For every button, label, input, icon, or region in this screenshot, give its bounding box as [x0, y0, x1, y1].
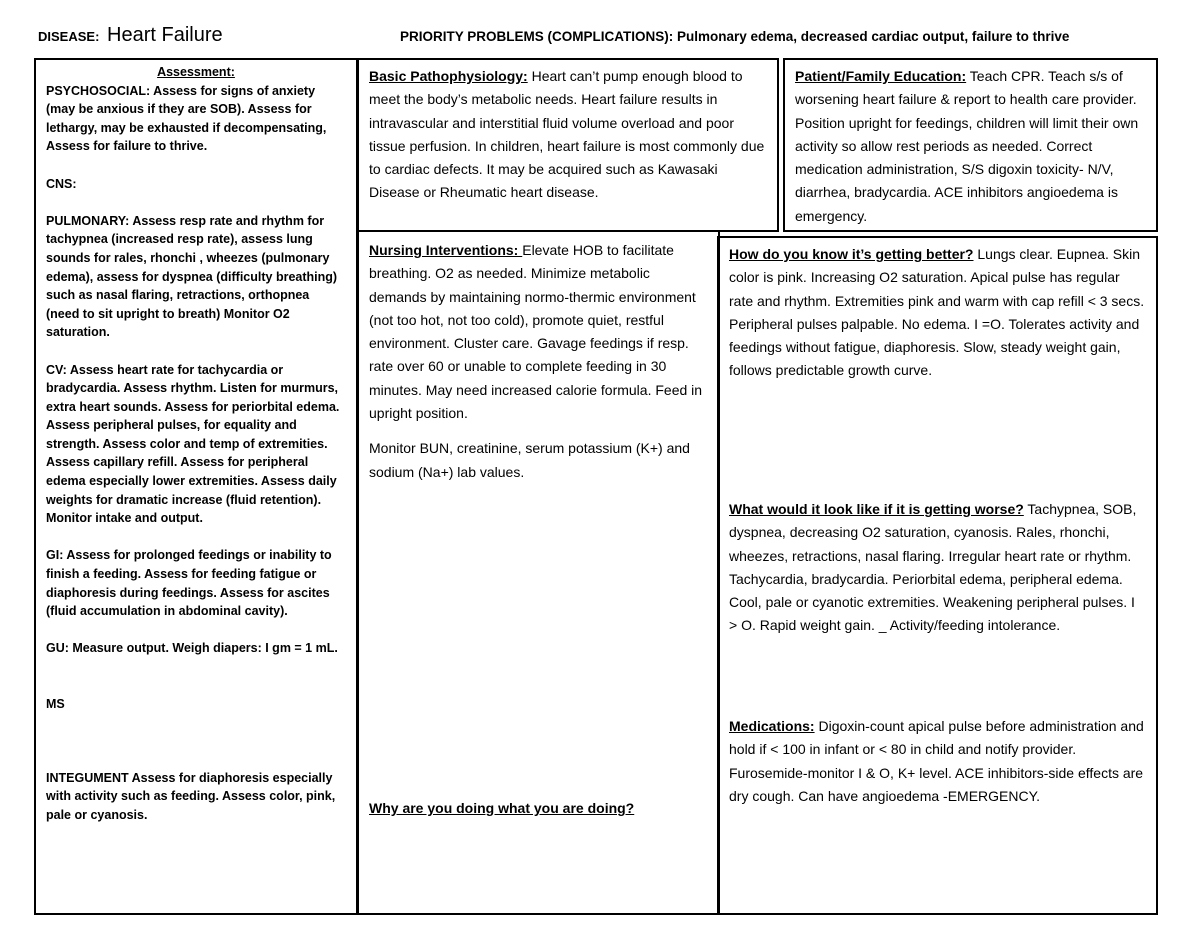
education-text: Teach CPR. Teach s/s of worsening heart failure & report to health care provider. Position upright for feedings, children will limit their own activity so allow rest periods as needed. Correct medication administration, S/S digoxin toxicity- N/V, diarrhea, bradycardia. ACE inhibitors angioedema is emergency. [795, 68, 1139, 224]
ms-text: MS [46, 697, 65, 711]
integument-text: INTEGUMENT Assess for diaphoresis especially with activity such as feeding. Assess color, pink, pale or cyanosis. [46, 770, 336, 822]
assessment-title: Assessment: [157, 65, 235, 79]
getting-worse-heading: What would it look like if it is getting worse? [729, 501, 1024, 517]
education-box [783, 58, 1158, 232]
assessment-box [34, 58, 358, 915]
cv-intake-output: Monitor intake and output. [46, 511, 203, 526]
nursing-interventions-box [357, 230, 720, 915]
getting-better-heading: How do you know it’s getting better? [729, 246, 974, 262]
pathophysiology-text: Heart can’t pump enough blood to meet the body’s metabolic needs. Heart failure results in intravascular and interstitial fluid volume overload and poor tissue perfusion. In children, heart failure is most commonly due to cardiac defects. It may be acquired such as Kawasaki Disease or Rheumatic heart disease. [369, 68, 765, 201]
outcomes-box [717, 236, 1158, 915]
monitor-labs-text: Monitor BUN, creatinine, serum potassium (K+) and sodium (Na+) lab values. [369, 440, 690, 480]
interventions-text: Elevate HOB to facilitate breathing. O2 as needed. Minimize metabolic demands by maintaining normo-thermic environment (not too hot, not too cold), promote quiet, restful environment. Cluster care. Gavage feedings if resp. rate over 60 or unable to complete feeding in 30 minutes. May need increased calorie formula. Feed in upright position. [369, 242, 703, 422]
priority-problems: PRIORITY PROBLEMS (COMPLICATIONS): Pulmonary edema, decreased cardiac output, failure to thrive [400, 29, 1070, 44]
interventions-heading: Nursing Interventions: [369, 242, 523, 258]
medications-heading: Medications: [729, 718, 815, 734]
pathophysiology-heading: Basic Pathophysiology: [369, 68, 528, 84]
pulmonary-text: PULMONARY: Assess resp rate and rhythm for tachypnea (increased resp rate), assess lung sounds for rales, rhonchi , wheezes (pulmonary edema), assess for dyspnea (difficulty breathing) such as nasal flaring, retractions, orthopnea (need to sit upright to breath) Monitor O2 saturation. [46, 213, 338, 340]
cns-text: CNS: [46, 176, 77, 191]
getting-better-text: Lungs clear. Eupnea. Skin color is pink. Increasing O2 saturation. Apical pulse has regular rate and rhythm. Extremities pink and warm with cap refill < 3 secs. Peripheral pulses palpable. No edema. I =O. Tolerates activity and feedings without fatigue, diaphoresis. Slow, steady weight gain, follows predictable growth curve. [729, 246, 1145, 379]
medications-text: Digoxin-count apical pulse before administration and hold if < 100 in infant or < 80 in child and notify provider. Furosemide-monitor I & O, K+ level. ACE inhibitors-side effects are dry cough. Can have angioedema -EMERGENCY. [729, 718, 1144, 804]
disease-name: Heart Failure [107, 24, 223, 46]
pathophysiology-box [357, 58, 779, 232]
disease-label: DISEASE: [38, 29, 100, 44]
gi-text: GI: Assess for prolonged feedings or inability to finish a feeding. Assess for feeding fatigue or diaphoresis during feedings. Assess for ascites (fluid accumulation in abdominal cavity). [46, 548, 332, 619]
why-heading: Why are you doing what you are doing? [369, 800, 635, 816]
disease-header [38, 24, 223, 47]
getting-worse-text: Tachypnea, SOB, dyspnea, decreasing O2 saturation, cyanosis. Rales, rhonchi, wheezes, retractions, nasal flaring. Irregular heart rate or rhythm. Tachycardia, bradycardia. Periorbital edema, peripheral edema. Cool, pale or cyanotic extremities. Weakening peripheral pulses. I > O. Rapid weight gain. _ Activity/feeding intolerance. [729, 501, 1137, 634]
psychosocial-text: PSYCHOSOCIAL: Assess for signs of anxiety (may be anxious if they are SOB). Assess for lethargy, may be exhausted if decompensating, Assess for failure to thrive. [46, 83, 327, 154]
cv-text: CV: Assess heart rate for tachycardia or bradycardia. Assess rhythm. Listen for murmurs, extra heart sounds. Assess for periorbital edema. Assess peripheral pulses, for equality and strength. Assess color and temp of extremities. Assess capillary refill. Assess for peripheral edema especially lower extremities. Assess daily weights for dramatic increase (fluid retention). [46, 362, 340, 507]
gu-text: GU: Measure output. Weigh diapers: I gm = 1 mL. [46, 641, 338, 656]
education-heading: Patient/Family Education: [795, 68, 967, 84]
